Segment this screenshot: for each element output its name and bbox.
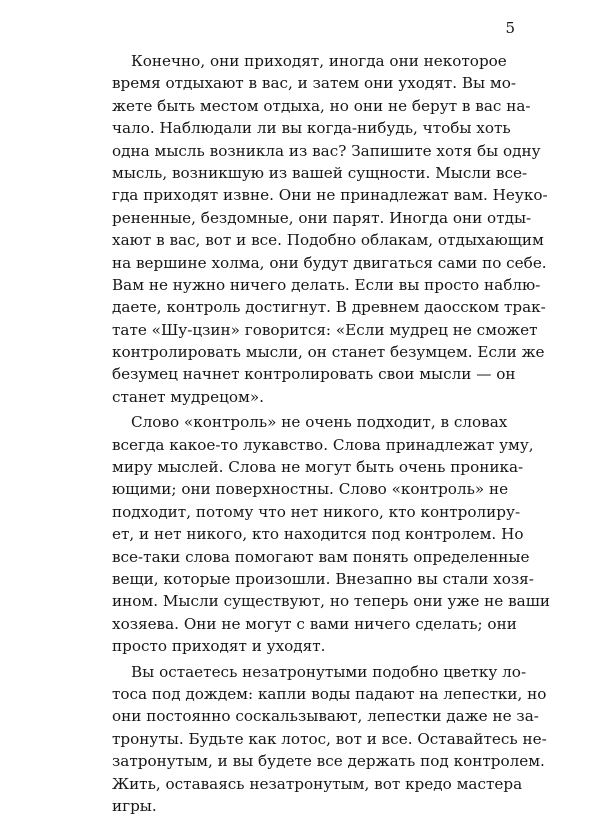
- text-line: даете, контроль достигнут. В древнем даосском трак-: [112, 298, 546, 317]
- text-line: все-таки слова помогают вам понять определенные: [112, 547, 530, 566]
- text-line: они постоянно соскальзывают, лепестки даже не за-: [112, 707, 539, 726]
- text-line: чало. Наблюдали ли вы когда-нибудь, чтобы хоть: [112, 119, 511, 138]
- body-text: [112, 50, 550, 817]
- text-line: ином. Мысли существуют, но теперь они уже не ваши: [112, 592, 550, 611]
- text-line: ет, и нет никого, кто находится под контролем. Но: [112, 525, 524, 544]
- page-number: 5: [505, 19, 515, 37]
- text-line: гда приходят извне. Они не принадлежат вам. Неуко-: [112, 186, 548, 205]
- text-line: безумец начнет контролировать свои мысли — он: [112, 365, 516, 384]
- text-line: вещи, которые произошли. Внезапно вы стали хозя-: [112, 569, 534, 588]
- text-line: время отдыхают в вас, и затем они уходят. Вы мо-: [112, 74, 517, 93]
- text-line: Конечно, они приходят, иногда они некоторое: [131, 52, 507, 70]
- text-line: тате «Шу-цзин» говорится: «Если мудрец не сможет: [112, 320, 538, 339]
- text-line: просто приходят и уходят.: [112, 637, 326, 656]
- text-line: хают в вас, вот и все. Подобно облакам, отдыхающим: [112, 231, 544, 250]
- text-line: тронуты. Будьте как лотос, вот и все. Оставайтесь не-: [112, 729, 547, 748]
- text-line: миру мыслей. Слова не могут быть очень проника-: [112, 458, 524, 477]
- text-line: затронутым, и вы будете все держать под контролем.: [112, 752, 545, 771]
- text-line: Жить, оставаясь незатронутым, вот кредо мастера: [112, 774, 523, 793]
- text-line: мысль, возникшую из вашей сущности. Мысли все-: [112, 163, 528, 182]
- text-line: всегда какое-то лукавство. Слова принадлежат уму,: [112, 435, 534, 454]
- text-line: на вершине холма, они будут двигаться сами по себе.: [112, 253, 547, 272]
- paragraph-2: [112, 411, 550, 657]
- text-line: станет мудрецом».: [112, 387, 264, 406]
- text-line: тоса под дождем: капли воды падают на лепестки, но: [112, 684, 547, 703]
- paragraph-1: [112, 50, 548, 408]
- text-line: Слово «контроль» не очень подходит, в словах: [131, 413, 508, 432]
- paragraph-3: [112, 661, 547, 817]
- text-line: контролировать мысли, он станет безумцем. Если же: [112, 343, 545, 362]
- text-line: ющими; они поверхностны. Слово «контроль» не: [112, 480, 509, 499]
- text-line: подходит, потому что нет никого, кто контролиру-: [112, 502, 521, 521]
- text-line: рененные, бездомные, они парят. Иногда они отды-: [112, 208, 532, 227]
- text-line: игры.: [112, 796, 157, 815]
- text-line: хозяева. Они не могут с вами ничего сделать; они: [112, 614, 517, 633]
- text-line: Вы остаетесь незатронутыми подобно цветку ло-: [131, 662, 527, 681]
- text-line: одна мысль возникла из вас? Запишите хотя бы одну: [112, 141, 541, 160]
- text-line: жете быть местом отдыха, но они не берут в вас на-: [112, 96, 531, 115]
- text-line: Вам не нужно ничего делать. Если вы просто наблю-: [112, 275, 541, 294]
